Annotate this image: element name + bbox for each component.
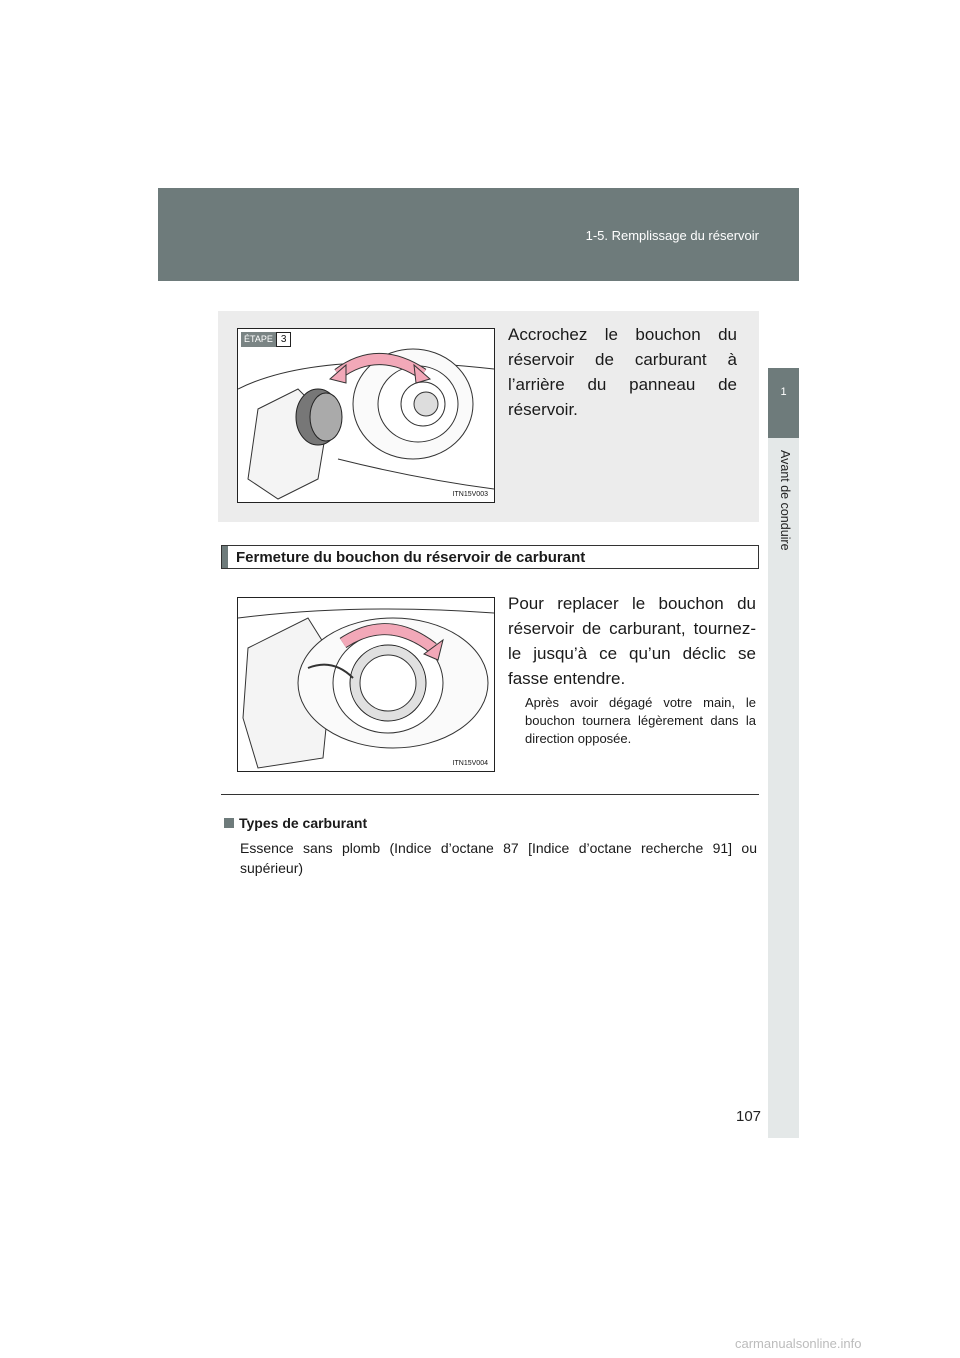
close-note: Après avoir dégagé votre main, le bouchon tournera légèrement dans la direction opposée. <box>525 695 756 746</box>
info-title <box>224 815 367 831</box>
step-number: 3 <box>276 332 292 347</box>
chapter-tab <box>768 368 799 438</box>
fuel-cap-close-illustration <box>237 597 495 772</box>
section-heading-text: Fermeture du bouchon du réservoir de carburant <box>236 548 586 566</box>
chapter-number: 1 <box>780 386 787 398</box>
info-body: Essence sans plomb (Indice d’octane 87 [Indice d’octane recherche 91] ou supérieur) <box>240 840 757 876</box>
fuel-door-drawing <box>238 329 494 502</box>
close-instruction: Pour replacer le bouchon du réservoir de carburant, tournez-le jusqu’à ce qu’un déclic se fasse entendre. <box>508 594 756 688</box>
fuel-cap-hook-illustration <box>237 328 495 503</box>
figure-code: ITN15V004 <box>452 760 488 767</box>
figure-code: ITN15V003 <box>452 491 488 498</box>
section-title: 1-5. Remplissage du réservoir <box>585 228 759 243</box>
section-heading <box>221 545 759 569</box>
chapter-label: Avant de conduire <box>778 450 792 551</box>
step-label: ÉTAPE <box>241 332 276 347</box>
step-instruction: Accrochez le bouchon du réservoir de carburant à l’arrière du panneau de réservoir. <box>508 325 737 419</box>
bullet-square-icon <box>224 818 234 828</box>
info-title-text: Types de carburant <box>239 815 368 831</box>
section-divider <box>221 794 759 795</box>
step-badge <box>241 332 291 347</box>
header-bar <box>158 188 799 281</box>
fuel-cap-drawing <box>238 598 494 771</box>
page-number: 107 <box>736 1108 762 1125</box>
watermark: carmanualsonline.info <box>735 1336 862 1351</box>
